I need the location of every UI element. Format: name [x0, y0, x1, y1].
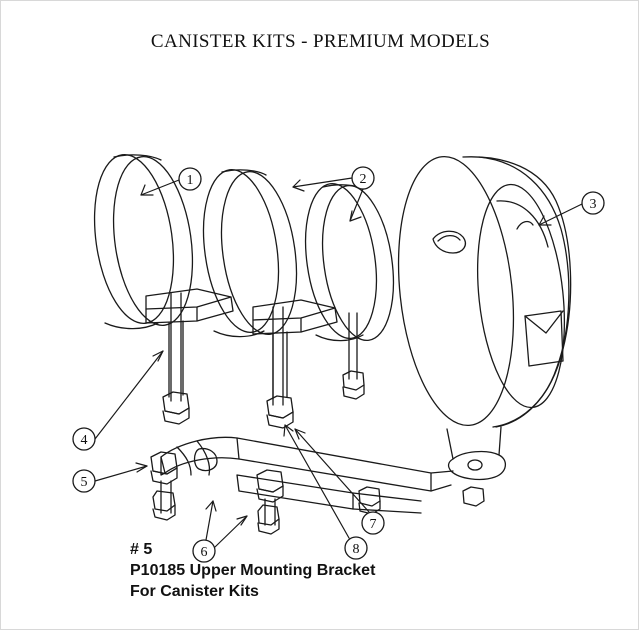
callout-2[interactable]	[352, 167, 374, 189]
callout-5-label: 5	[80, 475, 88, 490]
callout-2-label: 2	[359, 172, 367, 187]
caption-block	[130, 539, 375, 602]
callout-6-label: 6	[200, 545, 208, 560]
clamp-ring-2	[194, 165, 306, 339]
callout-7-label: 7	[369, 517, 377, 532]
callout-4[interactable]	[73, 428, 95, 450]
callout-1[interactable]	[179, 168, 201, 190]
canister-body	[386, 151, 574, 480]
assembly-drawing-svg	[1, 61, 640, 560]
caption-item-number: # 5	[130, 541, 153, 558]
upper-mounting-bracket	[146, 289, 453, 513]
callout-leaders	[95, 178, 582, 547]
callout-8-label: 8	[352, 542, 360, 557]
callout-1-label: 1	[186, 173, 194, 188]
caption-part-name: P10185 Upper Mounting Bracket	[130, 562, 376, 579]
callout-4-label: 4	[80, 433, 88, 448]
assembly-drawing	[1, 61, 640, 560]
callout-7[interactable]	[362, 512, 384, 534]
callout-3[interactable]	[582, 192, 604, 214]
caption-part-application: For Canister Kits	[130, 583, 259, 600]
callout-5[interactable]	[73, 470, 95, 492]
page-title: CANISTER KITS - PREMIUM MODELS	[150, 31, 491, 52]
callout-3-label: 3	[589, 197, 597, 212]
